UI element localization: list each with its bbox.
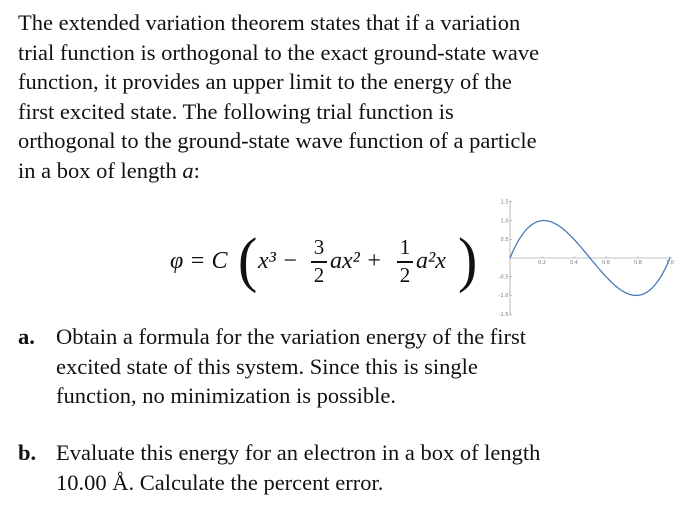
problem-intro [18,8,668,185]
frac2-numerator: 1 [399,235,411,259]
plot-ticks [499,200,674,318]
part-b-label: b. [18,440,37,465]
equation-term2: ax² + [330,248,383,274]
intro-line: first excited state. The following trial function is [18,98,454,124]
y-tick-label: 1.5 [500,199,509,206]
equation-term3: a²x [416,248,446,274]
x-tick-label: 0.4 [570,260,578,266]
equation-term1: x³ − [258,248,299,274]
frac2-denominator: 2 [399,263,411,287]
right-paren: ) [458,225,478,294]
part-a-line: Obtain a formula for the variation energy of the first [56,324,527,349]
trial-function-plot [500,196,675,320]
part-b-line: 10.00 Å. Calculate the percent error. [56,469,384,495]
intro-line: The extended variation theorem states that if a variation [18,10,521,35]
equation-lhs: φ = C [170,248,228,274]
part-a [18,322,668,411]
left-paren: ( [238,225,258,294]
x-tick-label: 0.6 [602,260,610,266]
part-b-line: Evaluate this energy for an electron in a box of length [56,440,541,465]
y-tick-label: -0.5 [498,274,509,281]
length-variable: a [182,157,194,183]
part-b [18,438,668,497]
intro-line: orthogonal to the ground-state wave function of a particle [18,128,537,153]
intro-text: in a box of length [18,157,183,183]
intro-line: trial function is orthogonal to the exact ground-state wave [18,39,540,65]
y-tick-label: 1.0 [500,218,509,225]
x-tick-label: 0.2 [538,260,546,266]
part-a-line: function, no minimization is possible. [56,383,396,408]
x-tick-label: 1.0 [666,260,674,266]
part-a-label: a. [18,324,35,349]
x-tick-label: 0.8 [634,260,642,266]
intro-colon: : [193,157,200,183]
plot-axes [510,200,672,316]
intro-line: function, it provides an upper limit to the energy of the [18,69,512,94]
part-a-line: excited state of this system. Since this is single [56,353,478,379]
y-tick-label: -1.0 [498,293,509,300]
frac1-numerator: 3 [313,235,325,259]
intro-line [18,156,668,186]
y-tick-label: -1.5 [498,311,509,318]
frac1-denominator: 2 [313,263,325,287]
trial-function-equation [170,225,500,298]
y-tick-label: 0.5 [500,237,509,244]
